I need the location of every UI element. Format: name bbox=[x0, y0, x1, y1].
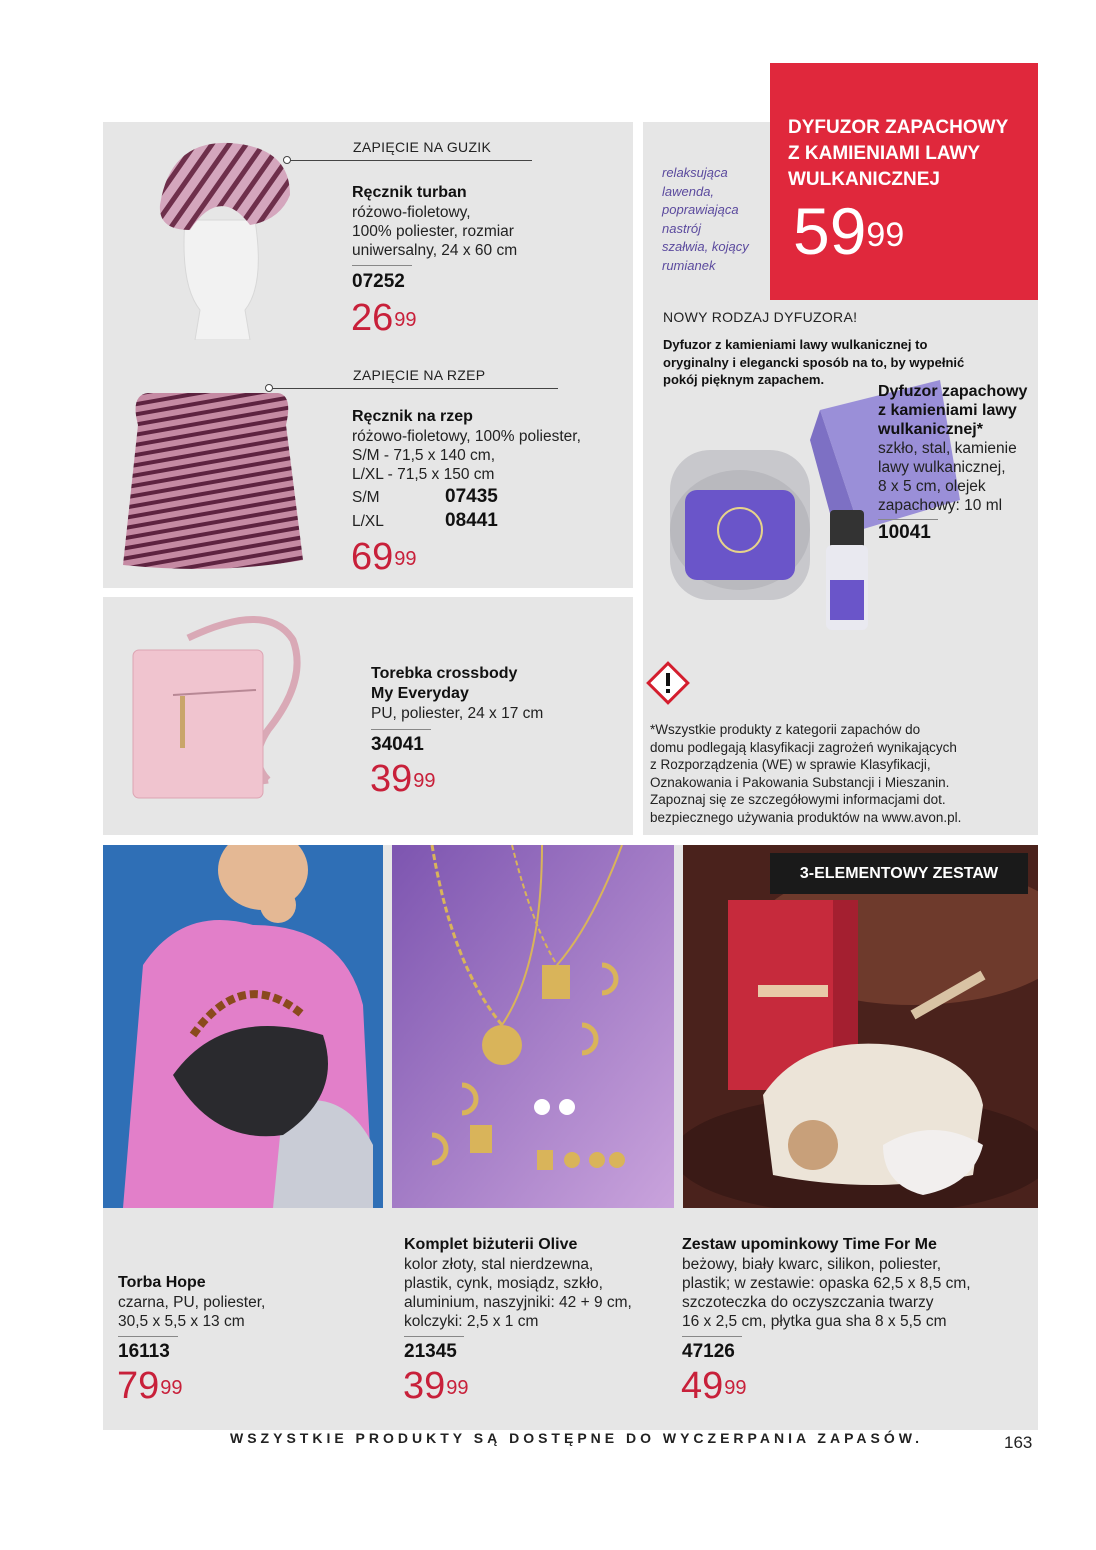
hope-price-main: 79 bbox=[117, 1365, 160, 1407]
timeforme-desc-2: plastik; w zestawie: opaska 62,5 x 8,5 cm, bbox=[682, 1275, 971, 1292]
olive-desc-3: aluminium, naszyjniki: 42 + 9 cm, bbox=[404, 1294, 632, 1311]
turban-towel-image bbox=[130, 135, 300, 340]
turban-price-cents: 99 bbox=[394, 309, 417, 331]
timeforme-illustration bbox=[683, 845, 1038, 1208]
diffuser-banner-line-3: WULKANICZNEJ bbox=[788, 169, 940, 190]
diffuser-scent-notes bbox=[662, 164, 749, 275]
wrap-size-1: S/M bbox=[352, 489, 380, 506]
turban-price bbox=[351, 299, 417, 337]
scent-line-5: szałwia, kojący bbox=[662, 239, 749, 254]
diffuser-desc-1: szkło, stal, kamienie bbox=[878, 440, 1017, 457]
olive-desc-1: kolor złoty, stal nierdzewna, bbox=[404, 1256, 594, 1273]
diffuser-desc-2: lawy wulkanicznej, bbox=[878, 459, 1006, 476]
hope-price-cents: 99 bbox=[160, 1377, 183, 1399]
wrap-code-1: 07435 bbox=[445, 486, 498, 507]
warning-line-1: *Wszystkie produkty z kategorii zapachów do bbox=[650, 722, 921, 737]
diffuser-title-2: z kamieniami lawy bbox=[878, 402, 1017, 419]
diffuser-desc-3: 8 x 5 cm, olejek bbox=[878, 478, 986, 495]
wrap-tag-line bbox=[270, 388, 558, 389]
diffuser-banner-line-1: DYFUZOR ZAPACHOWY bbox=[788, 117, 1009, 138]
crossbody-code-rule bbox=[371, 729, 431, 730]
diffuser-banner-title bbox=[788, 115, 1008, 193]
wrap-price-main: 69 bbox=[351, 536, 394, 578]
timeforme-title: Zestaw upominkowy Time For Me bbox=[682, 1236, 937, 1253]
diffuser-desc-4: zapachowy: 10 ml bbox=[878, 497, 1003, 514]
turban-desc-2: 100% poliester, rozmiar bbox=[352, 223, 514, 240]
timeforme-price-cents: 99 bbox=[724, 1377, 747, 1399]
wrap-desc-3: L/XL - 71,5 x 150 cm bbox=[352, 466, 495, 483]
olive-jewelry-illustration bbox=[392, 845, 674, 1208]
diffuser-new-tag: NOWY RODZAJ DYFUZORA! bbox=[663, 309, 858, 325]
diffuser-banner-line-2: Z KAMIENIAMI LAWY bbox=[788, 143, 981, 164]
timeforme-price bbox=[681, 1367, 747, 1405]
hope-bag-photo bbox=[103, 845, 383, 1208]
wrap-title: Ręcznik na rzep bbox=[352, 408, 473, 425]
olive-price bbox=[403, 1367, 469, 1405]
hazard-exclamation-icon bbox=[645, 660, 691, 706]
scent-line-2: lawenda, bbox=[662, 183, 715, 199]
hope-bag-illustration bbox=[103, 845, 383, 1208]
diffuser-title-3: wulkanicznej* bbox=[878, 421, 983, 438]
olive-title: Komplet biżuterii Olive bbox=[404, 1236, 578, 1253]
hope-price bbox=[117, 1367, 183, 1405]
timeforme-price-main: 49 bbox=[681, 1365, 724, 1407]
hope-code: 16113 bbox=[118, 1341, 170, 1362]
turban-desc-1: różowo-fioletowy, bbox=[352, 204, 471, 221]
olive-price-main: 39 bbox=[403, 1365, 446, 1407]
timeforme-set-photo bbox=[683, 845, 1038, 1208]
diffuser-price-main: 59 bbox=[793, 194, 867, 268]
diffuser-intro-3: pokój pięknym zapachem. bbox=[663, 372, 825, 387]
wrap-desc-1: różowo-fioletowy, 100% poliester, bbox=[352, 428, 581, 445]
diffuser-price bbox=[793, 194, 905, 268]
timeforme-badge-label: 3-ELEMENTOWY ZESTAW bbox=[799, 865, 999, 882]
scent-line-1: relaksująca bbox=[662, 165, 728, 180]
warning-line-4: Oznakowania i Pakowania Substancji i Mieszanin. bbox=[650, 774, 950, 790]
turban-tag-line bbox=[288, 160, 532, 161]
page-number: 163 bbox=[1004, 1433, 1033, 1452]
warning-line-3: z Rozporządzenia (WE) w sprawie Klasyfikacji, bbox=[650, 757, 931, 772]
hope-code-rule bbox=[118, 1336, 178, 1337]
turban-price-main: 26 bbox=[351, 297, 394, 339]
timeforme-desc-3: szczoteczka do oczyszczania twarzy bbox=[682, 1294, 934, 1311]
wrap-size-2: L/XL bbox=[352, 513, 384, 530]
diffuser-title-1: Dyfuzor zapachowy bbox=[878, 383, 1028, 400]
crossbody-bag-image bbox=[118, 610, 328, 810]
diffuser-price-cents: 99 bbox=[866, 216, 905, 254]
diffuser-intro-2: oryginalny i elegancki sposób na to, by wypełnić bbox=[663, 354, 965, 370]
scent-line-6: rumianek bbox=[662, 257, 716, 273]
wrap-price-cents: 99 bbox=[394, 548, 417, 570]
turban-tag: ZAPIĘCIE NA GUZIK bbox=[353, 139, 492, 155]
turban-desc-3: uniwersalny, 24 x 60 cm bbox=[352, 242, 518, 259]
olive-desc-4: kolczyki: 2,5 x 1 cm bbox=[404, 1313, 539, 1330]
timeforme-desc-4: 16 x 2,5 cm, płytka gua sha 8 x 5,5 cm bbox=[682, 1313, 947, 1330]
crossbody-title-2: My Everyday bbox=[371, 685, 469, 702]
wrap-tag-dot bbox=[265, 384, 273, 392]
timeforme-code-rule bbox=[682, 1336, 742, 1337]
wrap-code-2: 08441 bbox=[445, 510, 498, 531]
timeforme-badge bbox=[770, 853, 1028, 894]
scent-line-3: poprawiająca bbox=[662, 202, 739, 217]
crossbody-price-main: 39 bbox=[370, 758, 413, 800]
hope-title: Torba Hope bbox=[118, 1274, 206, 1291]
hope-desc-2: 30,5 x 5,5 x 13 cm bbox=[118, 1313, 245, 1330]
turban-title: Ręcznik turban bbox=[352, 184, 467, 201]
turban-code: 07252 bbox=[352, 271, 405, 292]
timeforme-desc-1: beżowy, biały kwarc, silikon, poliester, bbox=[682, 1256, 942, 1273]
diffuser-warning bbox=[650, 721, 961, 826]
olive-code: 21345 bbox=[404, 1341, 457, 1362]
footer-availability-note: WSZYSTKIE PRODUKTY SĄ DOSTĘPNE DO WYCZERPANIA ZAPASÓW. bbox=[230, 1430, 924, 1446]
scent-line-4: nastrój bbox=[662, 220, 702, 236]
crossbody-code: 34041 bbox=[371, 734, 424, 755]
turban-tag-dot bbox=[283, 156, 291, 164]
olive-desc-2: plastik, cynk, mosiądz, szkło, bbox=[404, 1275, 603, 1292]
crossbody-price bbox=[370, 760, 436, 798]
warning-line-6: bezpiecznego używania produktów na www.avon.pl. bbox=[650, 809, 962, 825]
timeforme-code: 47126 bbox=[682, 1341, 735, 1362]
diffuser-product-info bbox=[878, 382, 1027, 544]
diffuser-intro-1: Dyfuzor z kamieniami lawy wulkanicznej to bbox=[663, 337, 928, 352]
diffuser-code-rule bbox=[878, 519, 938, 520]
olive-jewelry-photo bbox=[392, 845, 674, 1208]
crossbody-desc: PU, poliester, 24 x 17 cm bbox=[371, 705, 544, 722]
olive-code-rule bbox=[404, 1336, 464, 1337]
warning-line-5: Zapoznaj się ze szczegółowymi informacjami dot. bbox=[650, 792, 946, 807]
olive-price-cents: 99 bbox=[446, 1377, 469, 1399]
warning-line-2: domu podlegają klasyfikacji zagrożeń wynikających bbox=[650, 739, 957, 755]
wrap-desc-2: S/M - 71,5 x 140 cm, bbox=[352, 447, 495, 464]
hope-desc-1: czarna, PU, poliester, bbox=[118, 1294, 266, 1311]
turban-code-rule bbox=[352, 265, 412, 266]
wrap-tag: ZAPIĘCIE NA RZEP bbox=[353, 367, 486, 383]
diffuser-code: 10041 bbox=[878, 522, 931, 543]
crossbody-title-1: Torebka crossbody bbox=[371, 665, 518, 682]
wrap-towel-image bbox=[118, 385, 308, 575]
wrap-price bbox=[351, 538, 417, 576]
crossbody-price-cents: 99 bbox=[413, 770, 436, 792]
